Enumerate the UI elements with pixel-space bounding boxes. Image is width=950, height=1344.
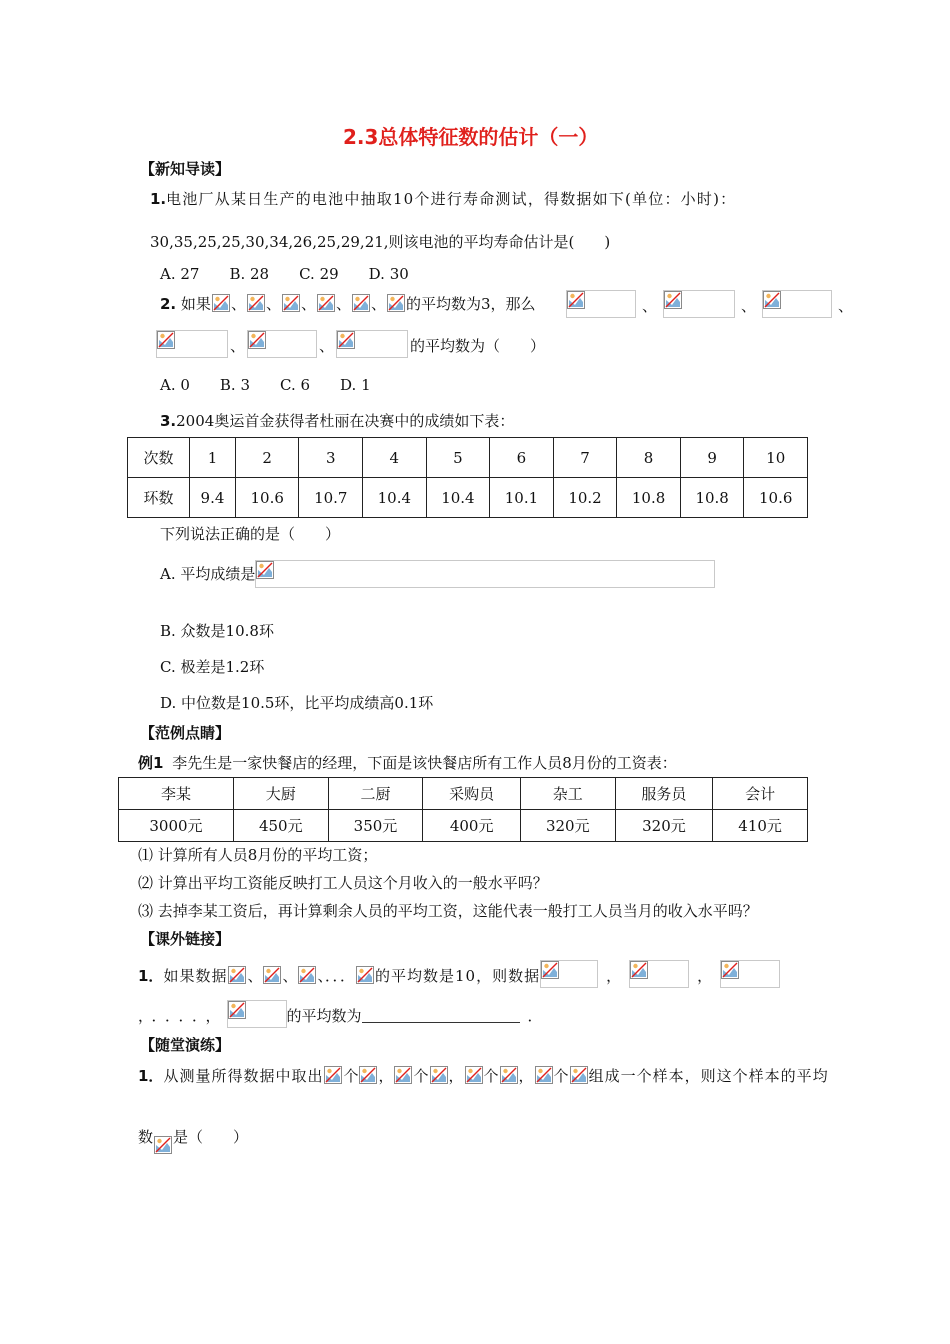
broken-image-icon [317, 294, 335, 312]
broken-image-icon [324, 1066, 342, 1084]
example-1-sub-3: ⑶ 去掉李某工资后，再计算剩余人员的平均工资，这能代表一般打工人员当月的收入水平吗？ [138, 902, 758, 920]
broken-image-icon [430, 1066, 448, 1084]
question-text: 2004奥运首金获得者杜丽在决赛中的成绩如下表： [176, 412, 515, 430]
image-placeholder [663, 290, 735, 318]
image-placeholder [156, 330, 228, 358]
table-row [119, 778, 808, 810]
practice-question-1-line-1 [138, 1065, 829, 1086]
question-text: 的平均数为（ ） [410, 337, 546, 355]
question-number: 2. [160, 295, 177, 313]
separator: 、 [300, 295, 316, 313]
separator: 、 [230, 337, 246, 355]
table-cell: 10.7 [299, 478, 363, 518]
table-cell: 350元 [328, 810, 423, 842]
example-1-sub-1: ⑴ 计算所有人员8月份的平均工资； [138, 846, 378, 864]
separator: ， [378, 1067, 394, 1085]
table-cell: 320元 [615, 810, 713, 842]
separator: ， [606, 967, 622, 985]
separator: 、 [741, 297, 757, 315]
unit-word: 个 [553, 1067, 569, 1085]
question-text: 从测量所得数据中取出 [163, 1067, 324, 1085]
broken-image-icon [664, 291, 682, 309]
image-placeholder [247, 330, 317, 358]
question-2-options: A. 0 B. 3 C. 6 D. 1 [160, 376, 371, 394]
broken-image-icon [567, 291, 585, 309]
table-cell: 10.1 [490, 478, 554, 518]
table-cell: 320元 [520, 810, 615, 842]
broken-image-icon [763, 291, 781, 309]
separator: 、 [319, 337, 335, 355]
question-3-prompt: 下列说法正确的是（ ） [160, 525, 341, 543]
broken-image-icon [394, 1066, 412, 1084]
question-text: 是（ ） [173, 1128, 249, 1146]
image-placeholder [629, 960, 689, 988]
broken-image-icon [228, 966, 246, 984]
unit-word: 个 [413, 1067, 429, 1085]
section-heading-practice: 【随堂演练】 [140, 1036, 231, 1054]
table-cell: 10.4 [363, 478, 427, 518]
ellipsis: ．．． [325, 967, 356, 985]
broken-image-icon [541, 961, 559, 979]
image-placeholder [255, 560, 715, 588]
ellipsis: ，．．．．， [138, 1007, 227, 1025]
question-3-option-b: B. 众数是10.8环 [160, 622, 274, 640]
question-text: 的平均数为3，那么 [406, 295, 536, 313]
table-cell: 10.8 [680, 478, 744, 518]
broken-image-icon [157, 331, 175, 349]
table-cell: 450元 [233, 810, 328, 842]
separator: ， [697, 967, 713, 985]
example-text: 李先生是一家快餐店的经理，下面是该快餐店所有工作人员8月份的工资表： [172, 754, 677, 772]
page-title: 2.3总体特征数的估计（一） [343, 125, 599, 149]
separator: 、 [247, 967, 263, 985]
table-header-cell: 李某 [119, 778, 234, 810]
image-placeholder [336, 330, 408, 358]
broken-image-icon [465, 1066, 483, 1084]
table-row [128, 478, 808, 518]
table-header-cell: 杂工 [520, 778, 615, 810]
question-text: 的平均数为 [286, 1007, 362, 1025]
table-row-label: 次数 [128, 438, 190, 478]
table-header-cell: 二厨 [328, 778, 423, 810]
table-row-label: 环数 [128, 478, 190, 518]
question-text: 电池厂从某日生产的电池中抽取10个进行寿命测试，得数据如下(单位：小时)： [166, 190, 737, 208]
question-3-option-a [160, 560, 715, 588]
question-3-option-d: D. 中位数是10.5环，比平均成绩高0.1环 [160, 694, 434, 712]
question-3 [160, 410, 514, 431]
broken-image-icon [352, 294, 370, 312]
broken-image-icon [248, 331, 266, 349]
separator: 、 [265, 295, 281, 313]
table-cell: 400元 [423, 810, 521, 842]
table-cell: 10.2 [553, 478, 617, 518]
table-cell: 10.4 [426, 478, 490, 518]
broken-image-icon [228, 1001, 246, 1019]
table-header-cell: 大厨 [233, 778, 328, 810]
question-2-image-row-1 [566, 290, 859, 318]
broken-image-icon [630, 961, 648, 979]
table-row [128, 438, 808, 478]
broken-image-icon [337, 331, 355, 349]
scores-table [127, 437, 808, 518]
broken-image-icon [359, 1066, 377, 1084]
table-cell: 5 [426, 438, 490, 478]
broken-image-icon [570, 1066, 588, 1084]
image-placeholder [566, 290, 636, 318]
extension-question-1-line-2 [138, 1000, 543, 1028]
question-2-image-row-2 [156, 330, 545, 358]
question-1 [150, 188, 736, 209]
separator: 、 [642, 297, 658, 315]
broken-image-icon [387, 294, 405, 312]
table-cell: 10 [744, 438, 808, 478]
table-cell: 4 [363, 438, 427, 478]
table-cell: 7 [553, 438, 617, 478]
broken-image-icon [212, 294, 230, 312]
separator: ， [518, 1067, 534, 1085]
section-heading-extension: 【课外链接】 [140, 930, 231, 948]
table-cell: 2 [235, 438, 299, 478]
extension-question-1-line-1 [138, 960, 780, 988]
question-1-data: 30,35,25,25,30,34,26,25,29,21,则该电池的平均寿命估计是( ) [150, 233, 611, 251]
question-2-line-1 [160, 293, 536, 314]
question-text: 如果 [180, 295, 211, 313]
table-header-cell: 采购员 [423, 778, 521, 810]
broken-image-icon [282, 294, 300, 312]
answer-blank[interactable] [362, 1008, 520, 1023]
table-cell: 10.6 [744, 478, 808, 518]
image-placeholder [540, 960, 598, 988]
example-label: 例1 [138, 754, 164, 772]
separator: 、 [230, 295, 246, 313]
broken-image-icon [154, 1136, 172, 1154]
table-header-cell: 服务员 [615, 778, 713, 810]
separator: 、 [317, 967, 325, 985]
table-cell: 9 [680, 438, 744, 478]
section-heading-examples: 【范例点睛】 [140, 724, 231, 742]
separator: ， [448, 1067, 464, 1085]
example-1-sub-2: ⑵ 计算出平均工资能反映打工人员这个月收入的一般水平吗？ [138, 874, 548, 892]
image-placeholder [762, 290, 832, 318]
table-cell: 3000元 [119, 810, 234, 842]
table-cell: 1 [190, 438, 236, 478]
question-number: 1． [138, 967, 164, 985]
question-text: 的平均数是10，则数据 [375, 967, 541, 985]
example-1 [138, 752, 677, 773]
question-3-option-c: C. 极差是1.2环 [160, 658, 265, 676]
broken-image-icon [263, 966, 281, 984]
separator: 、 [282, 967, 298, 985]
table-row [119, 810, 808, 842]
separator: 、 [335, 295, 351, 313]
question-number: 1. [150, 190, 167, 208]
wage-table [118, 777, 808, 842]
table-cell: 9.4 [190, 478, 236, 518]
broken-image-icon [500, 1066, 518, 1084]
section-heading-new-knowledge: 【新知导读】 [140, 160, 231, 178]
separator: 、 [838, 297, 854, 315]
table-cell: 410元 [713, 810, 808, 842]
broken-image-icon [247, 294, 265, 312]
broken-image-icon [256, 561, 274, 579]
unit-word: 个 [483, 1067, 499, 1085]
broken-image-icon [356, 966, 374, 984]
broken-image-icon [298, 966, 316, 984]
broken-image-icon [535, 1066, 553, 1084]
table-header-cell: 会计 [713, 778, 808, 810]
table-cell: 10.6 [235, 478, 299, 518]
image-placeholder [720, 960, 780, 988]
broken-image-icon [721, 961, 739, 979]
separator: 、 [371, 295, 387, 313]
option-text: A. 平均成绩是 [160, 565, 256, 583]
question-text: 如果数据 [163, 967, 228, 985]
question-1-options: A. 27 B. 28 C. 29 D. 30 [160, 265, 409, 283]
image-placeholder [227, 1000, 287, 1028]
table-cell: 3 [299, 438, 363, 478]
period: ． [527, 1007, 543, 1025]
table-cell: 6 [490, 438, 554, 478]
practice-question-1-line-2 [138, 1126, 248, 1154]
question-number: 3. [160, 412, 177, 430]
question-text: 组成一个样本，则这个样本的平均 [588, 1067, 829, 1085]
question-text: 数 [138, 1128, 154, 1146]
table-cell: 10.8 [617, 478, 681, 518]
question-number: 1． [138, 1067, 164, 1085]
unit-word: 个 [343, 1067, 359, 1085]
table-cell: 8 [617, 438, 681, 478]
